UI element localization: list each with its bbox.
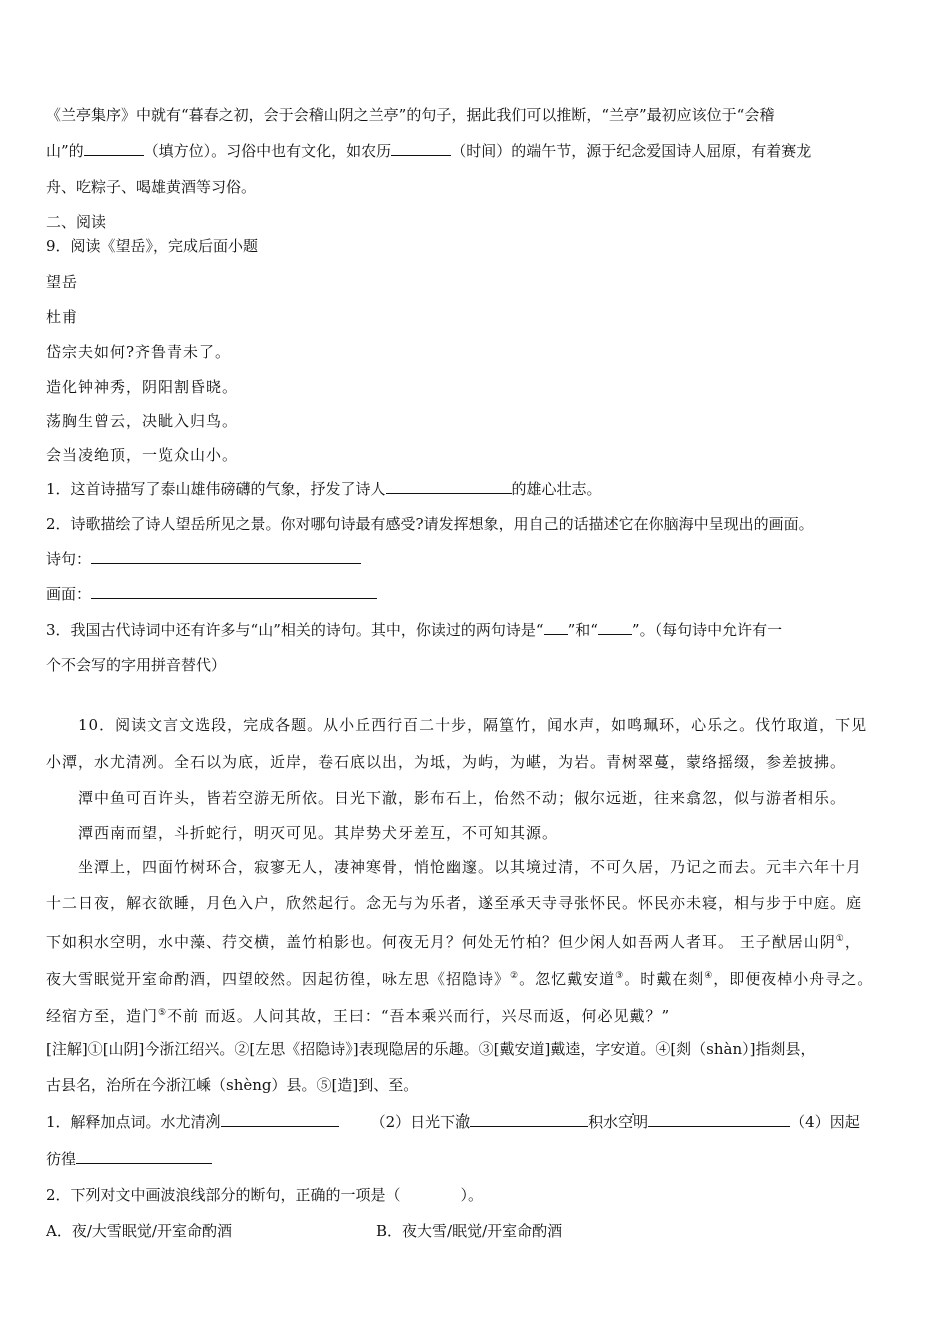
q10-line-9 (46, 1003, 670, 1026)
q10-line-7 (46, 929, 861, 952)
answer-blank-ambition[interactable] (386, 479, 512, 494)
q9-sub1-text-b: 的雄心壮志。 (511, 480, 602, 498)
q9-sub1 (46, 479, 602, 499)
answer-blank-word-1[interactable] (221, 1112, 339, 1127)
poem-line-3: 荡胸生曾云，决眦入归鸟。 (46, 412, 239, 430)
answer-blank-direction[interactable] (84, 141, 144, 156)
q10-sub1-text-b: （2）日光下 (370, 1113, 456, 1131)
answer-blank-time[interactable] (391, 141, 451, 156)
q10-line-1: 10．阅读文言文选段，完成各题。从小丘西行百二十步，隔篁竹，闻水声，如鸣珮环，心乐之。伐竹取道，下见 (78, 716, 868, 734)
dotted-word-1: 冽 (205, 1113, 221, 1131)
section-heading: 二、阅读 (46, 213, 107, 231)
poem-author: 杜甫 (46, 308, 79, 326)
answer-blank-verse[interactable] (91, 549, 361, 564)
intro-line-3: 舟、吃粽子、喝雄黄酒等习俗。 (46, 178, 257, 196)
q10-sub1-text-e: 彷徨 (46, 1150, 77, 1168)
q10-line-7-end: ， (844, 933, 861, 951)
intro-text-c: （时间）的端午节，源于纪念爱国诗人屈原，有着赛龙 (451, 142, 812, 160)
q10-line-2: 小潭，水尤清冽。全石以为底，近岸，卷石底以出，为坻，为屿，为嵁，为岩。青树翠蔓，蒙络摇缀，参差披拂。 (46, 753, 847, 771)
q10-line-8-b: 。忽忆戴安道 (519, 970, 616, 988)
q9-verse-row (46, 549, 361, 569)
scene-label: 画面： (46, 585, 92, 603)
answer-blank-word-2[interactable] (470, 1112, 588, 1127)
footnote-marker-3: ③ (615, 971, 625, 981)
q9-sub1-text-a: 1．这首诗描写了泰山雄伟磅礴的气象，抒发了诗人 (46, 480, 386, 498)
answer-blank-word-3[interactable] (648, 1112, 790, 1127)
annotation-line-1: [注解]①[山阴]今浙江绍兴。②[左思《招隐诗》]表现隐居的乐趣。③[戴安道]戴逵，字安道。④[剡（shàn）]指剡县， (46, 1040, 816, 1058)
poem-title: 望岳 (46, 273, 79, 291)
q9-heading: 9．阅读《望岳》，完成后面小题 (46, 237, 259, 255)
q9-sub3-text-b: ”和“ (567, 621, 598, 639)
dotted-word-3: 空明 (618, 1113, 649, 1131)
answer-blank-poem-2[interactable] (598, 620, 632, 635)
q10-line-9-a: 经宿方至，造门 (46, 1007, 159, 1025)
footnote-marker-5: ⑤ (158, 1008, 168, 1018)
q10-sub1-cont (46, 1149, 212, 1169)
q10-line-8-c: 。时戴在剡 (624, 970, 705, 988)
q10-sub1-text-a: 1．解释加点词。水尤清 (46, 1113, 206, 1131)
poem-line-2: 造化钟神秀，阴阳割昏晓。 (46, 378, 239, 396)
poem-line-1: 岱宗夫如何?齐鲁青未了。 (46, 343, 232, 361)
q10-line-6: 十二日夜，解衣欲睡，月色入户，欣然起行。念无与为乐者，遂至承天寺寻张怀民。怀民亦未寝，相与步于中庭。庭 (46, 894, 863, 912)
q9-sub3-text-a: 3．我国古代诗词中还有许多与“山”相关的诗句。其中，你读过的两句诗是“ (46, 621, 544, 639)
option-a[interactable]: A．夜/大雪眠觉/开室命酌酒 (46, 1222, 232, 1240)
intro-line-2 (46, 141, 811, 161)
answer-blank-scene[interactable] (91, 584, 377, 599)
q10-line-8 (46, 966, 873, 989)
annotation-line-2: 古县名，治所在今浙江嵊（shèng）县。⑤[造]到、至。 (46, 1076, 419, 1094)
q10-line-9-b: 不前 而返。人问其故，王曰：“吾本乘兴而行，兴尽而返，何必见戴？” (167, 1007, 671, 1025)
q9-sub3-cont: 个不会写的字用拼音替代） (46, 656, 227, 674)
poem-line-4: 会当凌绝顶，一览众山小。 (46, 446, 239, 464)
q9-sub3 (46, 620, 782, 640)
q10-sub1-text-d: （4）因起 (790, 1113, 860, 1131)
q9-scene-row (46, 584, 377, 604)
footnote-marker-1: ① (835, 934, 845, 944)
option-b[interactable]: B．夜大雪/眠觉/开室命酌酒 (376, 1222, 563, 1240)
dotted-word-2: 澈 (455, 1113, 471, 1131)
answer-blank-poem-1[interactable] (544, 620, 568, 635)
q10-line-8-d: ，即便夜棹小舟寻之。 (713, 970, 874, 988)
q10-sub1 (46, 1112, 860, 1132)
q10-line-5: 坐潭上，四面竹树环合，寂寥无人，凄神寒骨，悄怆幽邃。以其境过清，不可久居，乃记之而去。元丰六年十月 (78, 858, 863, 876)
q10-line-3: 潭中鱼可百许头，皆若空游无所依。日光下澈，影布石上，佁然不动；俶尔远逝，往来翕忽，似与游者相乐。 (78, 789, 847, 807)
q10-line-8-a: 夜大雪眠觉开室命酌酒，四望皎然。因起彷徨，咏左思《招隐诗》 (46, 970, 511, 988)
answer-blank-word-4[interactable] (76, 1149, 212, 1164)
intro-text-a: 山”的 (46, 142, 84, 160)
q10-line-7-text: 下如积水空明，水中藻、荇交横，盖竹柏影也。何夜无月？何处无竹柏？但少闲人如吾两人者耳。 王子猷居山阴 (46, 933, 836, 951)
q10-line-4: 潭西南而望，斗折蛇行，明灭可见。其岸势犬牙差互，不可知其源。 (78, 824, 559, 842)
intro-text-b: （填方位）。习俗中也有文化，如农历 (143, 142, 392, 160)
verse-label: 诗句： (46, 550, 92, 568)
footnote-marker-4: ④ (704, 971, 714, 981)
q10-sub1-text-c: 积水 (588, 1113, 619, 1131)
q10-sub2: 2．下列对文中画波浪线部分的断句，正确的一项是（ ）。 (46, 1186, 484, 1204)
intro-line-1: 《兰亭集序》中就有“暮春之初，会于会稽山阴之兰亭”的句子，据此我们可以推断，“兰亭”最初应该位于“会稽 (46, 106, 775, 124)
q9-sub2: 2．诗歌描绘了诗人望岳所见之景。你对哪句诗最有感受?请发挥想象，用自己的话描述它在你脑海中呈现出的画面。 (46, 515, 814, 533)
footnote-marker-2: ② (510, 971, 520, 981)
q9-sub3-text-c: ”。（每句诗中允许有一 (631, 621, 783, 639)
